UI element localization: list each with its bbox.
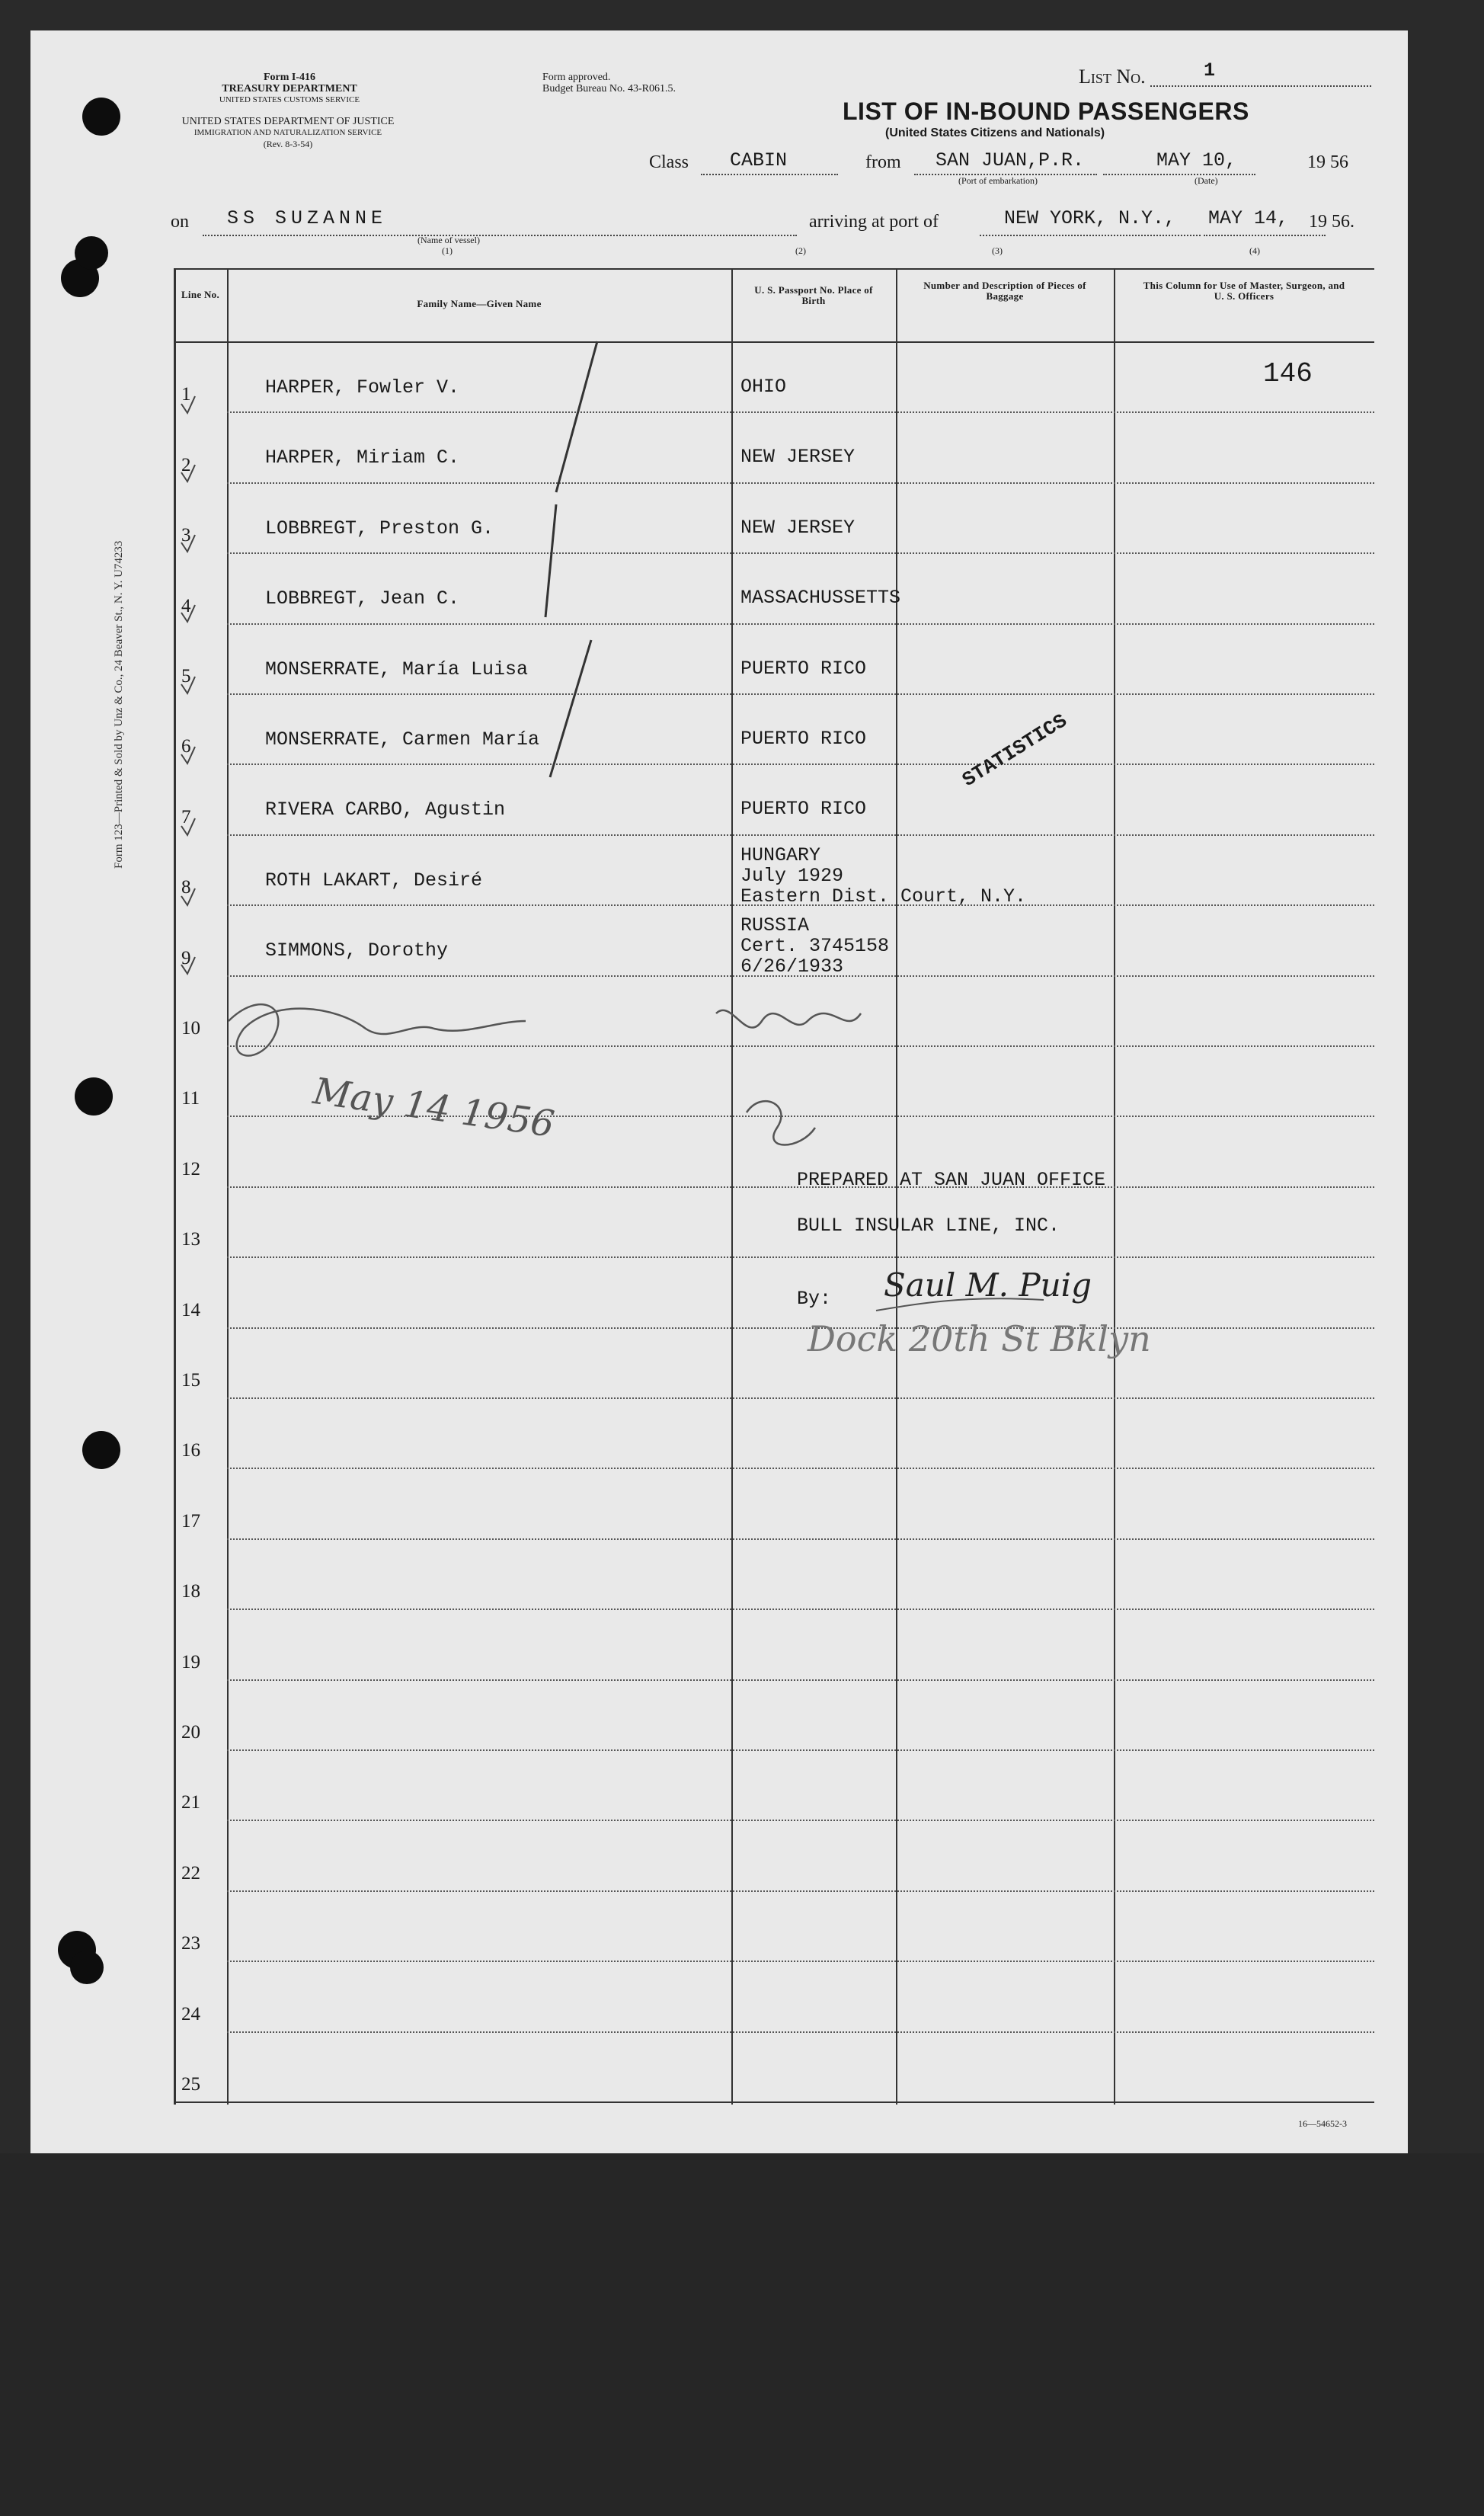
revision: (Rev. 8-3-54): [263, 139, 313, 149]
by-label: By:: [797, 1288, 832, 1310]
line-number: 14: [181, 1299, 200, 1320]
line-number: 19: [181, 1651, 200, 1673]
handwritten-scrawl: [229, 1004, 1044, 1311]
place-of-birth: PUERTO RICO: [740, 657, 867, 680]
year-arrived: 19 56.: [1309, 212, 1354, 232]
statistics-stamp: STATISTICS: [958, 709, 1072, 792]
tick-3: [181, 535, 195, 552]
caption-4: (4): [1249, 245, 1260, 256]
passenger-name: HARPER, Fowler V.: [265, 376, 460, 399]
budget-bureau: Budget Bureau No. 43-R061.5.: [542, 83, 676, 94]
caption-2: (2): [795, 245, 806, 256]
handwritten-marks: [30, 30, 1408, 2153]
list-no-label: List No.: [1079, 66, 1146, 88]
on-label: on: [171, 212, 189, 232]
line-number: 11: [181, 1088, 200, 1109]
col-header-line-no: Line No.: [181, 289, 220, 300]
place-of-birth: NEW JERSEY: [740, 516, 856, 539]
signature: Saul M. Puig: [884, 1266, 1092, 1304]
place-of-birth: PUERTO RICO: [740, 798, 867, 821]
line-number: 22: [181, 1862, 200, 1884]
line-number: 8: [181, 877, 191, 898]
date-departed: MAY 10,: [1156, 149, 1237, 171]
justice-dept: UNITED STATES DEPARTMENT OF JUSTICE: [181, 116, 395, 127]
col-header-family-name: Family Name—Given Name: [417, 298, 542, 309]
tick-8: [181, 888, 195, 905]
scan-background: [0, 2153, 1484, 2516]
place-of-birth: PUERTO RICO: [740, 728, 867, 750]
customs-service: UNITED STATES CUSTOMS SERVICE: [219, 95, 360, 104]
check-mark-1: [556, 341, 597, 492]
passenger-name: RIVERA CARBO, Agustin: [265, 799, 506, 821]
line-number: 17: [181, 1510, 200, 1532]
tick-7: [181, 818, 195, 835]
class-value: CABIN: [730, 149, 788, 171]
col-header-baggage: Number and Description of Pieces of Baggage: [923, 280, 1086, 302]
port-arrival: NEW YORK, N.Y.,: [1004, 207, 1176, 229]
prepared-line: BULL INSULAR LINE, INC.: [797, 1215, 1060, 1237]
arriving-label: arriving at port of: [809, 212, 939, 232]
passenger-name: MONSERRATE, María Luisa: [265, 658, 529, 680]
tick-6: [181, 747, 195, 763]
printer-side-text: Form 123—Printed & Sold by Unz & Co., 24 Beaver St., N. Y. U74233: [113, 540, 125, 869]
line-number: 3: [181, 525, 191, 546]
caption-3: (3): [992, 245, 1003, 256]
handwritten-date: May 14 1956: [310, 1070, 557, 1146]
line-number: 1: [181, 384, 191, 405]
passenger-name: MONSERRATE, Carmen María: [265, 728, 540, 751]
vessel-caption: (Name of vessel): [417, 235, 480, 245]
line-number: 25: [181, 2074, 200, 2095]
line-number: 20: [181, 1722, 200, 1743]
handwritten-dock: Dock 20th St Bklyn: [808, 1318, 1151, 1359]
line-number: 16: [181, 1440, 200, 1461]
place-of-birth: MASSACHUSSETTS: [740, 587, 901, 610]
place-of-birth: NEW JERSEY: [740, 446, 856, 469]
vessel-name: SS SUZANNE: [227, 207, 388, 229]
passenger-name: LOBBREGT, Preston G.: [265, 517, 494, 539]
line-number: 2: [181, 454, 191, 475]
date-caption: (Date): [1195, 175, 1218, 186]
col-header-passport: U. S. Passport No. Place of Birth: [754, 284, 873, 306]
prepared-office: PREPARED AT SAN JUAN OFFICE: [797, 1169, 1106, 1191]
line-number: 6: [181, 736, 191, 757]
from-label: from: [865, 152, 901, 172]
col-header-officers: This Column for Use of Master, Surgeon, and U. S. Officers: [1143, 280, 1345, 302]
tick-2: [181, 465, 195, 482]
ins-service: IMMIGRATION AND NATURALIZATION SERVICE: [193, 128, 382, 137]
class-label: Class: [649, 152, 689, 172]
line-number: 23: [181, 1933, 200, 1954]
form-approved: Form approved.: [542, 72, 611, 83]
officer-number: 146: [1263, 358, 1313, 389]
port-embarkation: SAN JUAN,P.R.: [935, 149, 1085, 171]
line-number: 13: [181, 1229, 200, 1250]
passenger-name: HARPER, Miriam C.: [265, 447, 460, 469]
place-of-birth: OHIO: [740, 376, 787, 398]
page-title: LIST OF IN-BOUND PASSENGERS: [843, 98, 1249, 125]
passenger-name: LOBBREGT, Jean C.: [265, 587, 460, 610]
document-sheet: [30, 30, 1408, 2153]
date-arrived: MAY 14,: [1208, 207, 1289, 229]
tick-1: [181, 396, 195, 413]
place-of-birth: HUNGARY July 1929 Eastern Dist. Court, N.Y.: [740, 843, 1027, 907]
line-number: 18: [181, 1581, 200, 1602]
tick-4: [181, 605, 195, 622]
check-mark-2: [545, 504, 556, 617]
line-number: 12: [181, 1158, 200, 1180]
page-subtitle: (United States Citizens and Nationals): [885, 126, 1105, 139]
department: TREASURY DEPARTMENT: [222, 83, 357, 94]
line-number: 5: [181, 666, 191, 687]
line-number: 7: [181, 806, 191, 827]
footer-code: 16—54652-3: [1298, 2118, 1347, 2129]
tick-5: [181, 677, 195, 693]
line-number: 10: [181, 1018, 200, 1039]
place-of-birth: RUSSIA Cert. 3745158 6/26/1933: [740, 914, 890, 978]
check-mark-3: [550, 640, 591, 777]
year-departed: 19 56: [1307, 152, 1348, 172]
line-number: 24: [181, 2003, 200, 2025]
line-number: 21: [181, 1792, 200, 1813]
line-number: 4: [181, 595, 191, 616]
caption-1: (1): [442, 245, 453, 256]
line-number: 15: [181, 1370, 200, 1391]
passenger-name: SIMMONS, Dorothy: [265, 939, 449, 962]
line-number: 9: [181, 947, 191, 968]
list-no-value: 1: [1204, 59, 1216, 82]
form-number: Form I-416: [263, 72, 316, 83]
passenger-name: ROTH LAKART, Desiré: [265, 869, 483, 891]
tick-9: [181, 957, 195, 974]
port-embarkation-caption: (Port of embarkation): [958, 175, 1038, 186]
